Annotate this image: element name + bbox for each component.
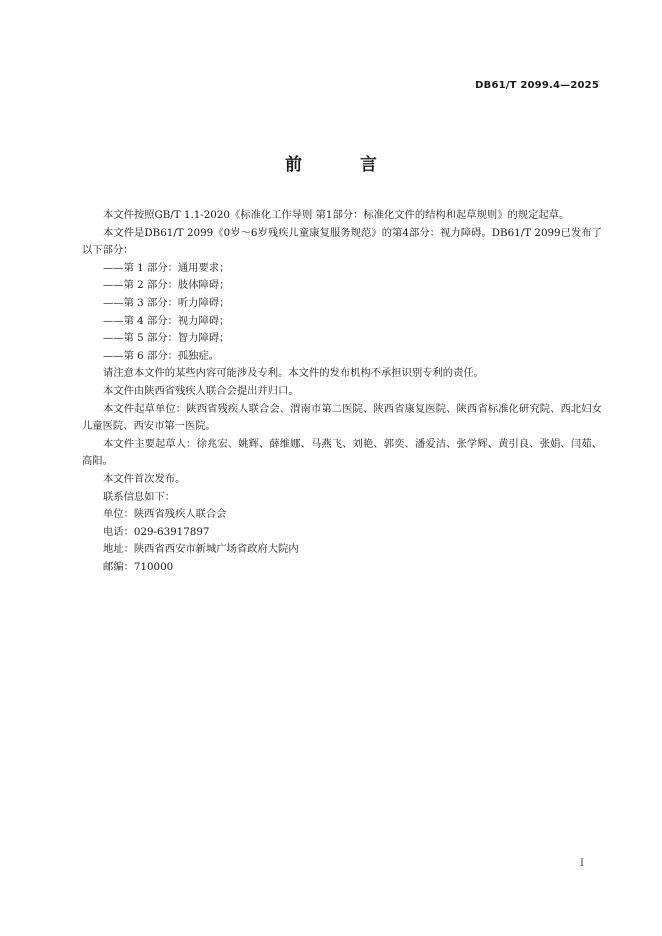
document-number: DB61/T 2099.4—2025 xyxy=(475,80,599,91)
page-number: I xyxy=(580,858,584,869)
part-list-item: ——第 1 部分：通用要求； xyxy=(103,261,230,274)
drafting-units-paragraph: 本文件起草单位：陕西省残疾人联合会、渭南市第二医院、陕西省康复医院、陕西省标准化研究院、西北妇女儿童医院、西安市第一医院。 xyxy=(82,402,602,433)
part-list-item: ——第 4 部分：视力障碍； xyxy=(103,314,230,327)
drafting-rule-paragraph: 本文件按照GB/T 1.1-2020《标准化工作导则 第1部分：标准化文件的结构和起草规则》的规定起草。 xyxy=(103,209,570,221)
contact-heading: 联系信息如下： xyxy=(103,490,176,503)
contact-phone: 电话：029-63917897 xyxy=(103,525,210,538)
drafters-paragraph: 本文件主要起草人：徐兆宏、姚辉、薛维娜、马燕飞、刘艳、郭奕、潘爱洁、张学辉、黄引良、张娟、闫茹、高阳。 xyxy=(82,437,602,468)
part-list-item: ——第 5 部分：智力障碍； xyxy=(103,332,230,345)
page-title: 前 言 xyxy=(285,155,403,175)
part-list-item: ——第 6 部分：孤独症。 xyxy=(103,349,220,362)
foreword-body xyxy=(82,207,602,576)
part-list-item: ——第 3 部分：听力障碍； xyxy=(103,296,230,309)
contact-postcode: 邮编：710000 xyxy=(103,560,174,573)
contact-address: 地址：陕西省西安市新城广场省政府大院内 xyxy=(103,543,299,556)
proposer-paragraph: 本文件由陕西省残疾人联合会提出并归口。 xyxy=(103,384,299,397)
part-list-item: ——第 2 部分：肢体障碍； xyxy=(103,279,230,292)
patent-notice-paragraph: 请注意本文件的某些内容可能涉及专利。本文件的发布机构不承担识别专利的责任。 xyxy=(103,367,484,380)
part-statement-paragraph: 本文件是DB61/T 2099《0岁～6岁残疾儿童康复服务规范》的第4部分：视力障碍。DB61/T 2099已发布了以下部分： xyxy=(82,226,602,257)
first-release-paragraph: 本文件首次发布。 xyxy=(103,472,186,485)
contact-unit: 单位：陕西省残疾人联合会 xyxy=(103,508,227,521)
